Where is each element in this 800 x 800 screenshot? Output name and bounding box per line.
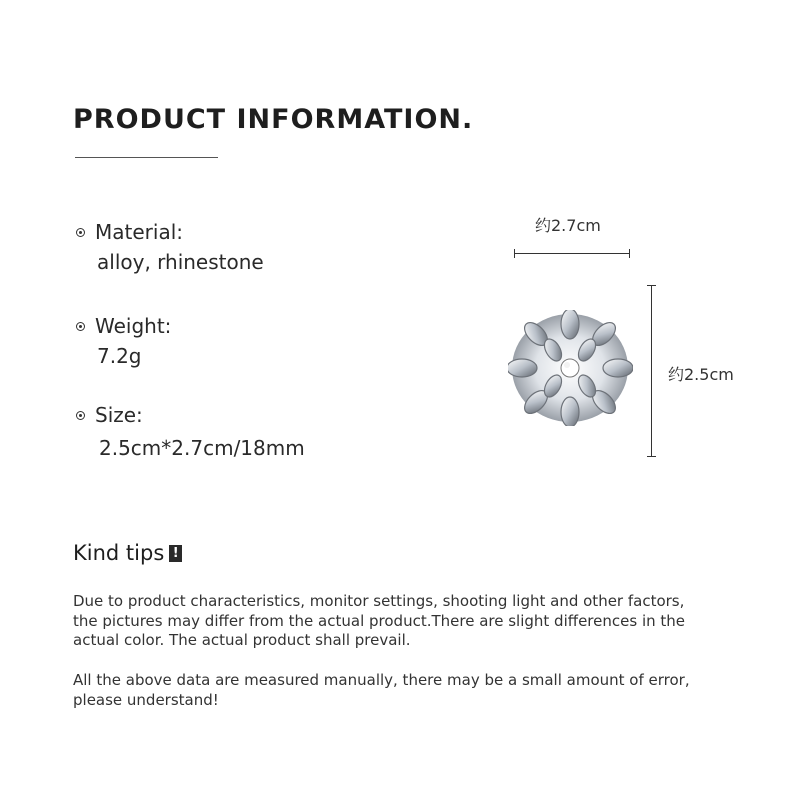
kind-tips-heading <box>73 541 182 565</box>
spec-material <box>76 220 264 274</box>
width-dimension-line <box>514 253 630 254</box>
tips-paragraph: Due to product characteristics, monitor settings, shooting light and other factors, the pictures may differ from the actual product.There are slight differences in the actual color. The actual product shall prevail. <box>73 592 685 649</box>
height-dimension-line <box>651 285 652 457</box>
spec-label: Material: <box>95 220 183 244</box>
title-underline <box>75 157 218 158</box>
width-dimension-label: 约2.7cm <box>535 216 601 235</box>
spec-label: Size: <box>95 403 143 427</box>
bullet-icon <box>76 322 85 331</box>
spec-value: 2.5cm*2.7cm/18mm <box>99 436 305 460</box>
rhinestone-brooch-image <box>508 310 633 426</box>
bullet-icon <box>76 228 85 237</box>
exclamation-icon: ! <box>169 545 182 562</box>
tips-paragraph: All the above data are measured manually, there may be a small amount of error, please understand! <box>73 671 690 709</box>
spec-size <box>76 403 305 460</box>
bullet-icon <box>76 411 85 420</box>
kind-tips-title: Kind tips <box>73 541 165 565</box>
spec-value: alloy, rhinestone <box>97 250 264 274</box>
page-title: PRODUCT INFORMATION. <box>73 104 474 135</box>
height-dimension-label: 约2.5cm <box>668 365 734 384</box>
spec-weight <box>76 314 171 368</box>
spec-label: Weight: <box>95 314 172 338</box>
spec-value: 7.2g <box>97 344 142 368</box>
